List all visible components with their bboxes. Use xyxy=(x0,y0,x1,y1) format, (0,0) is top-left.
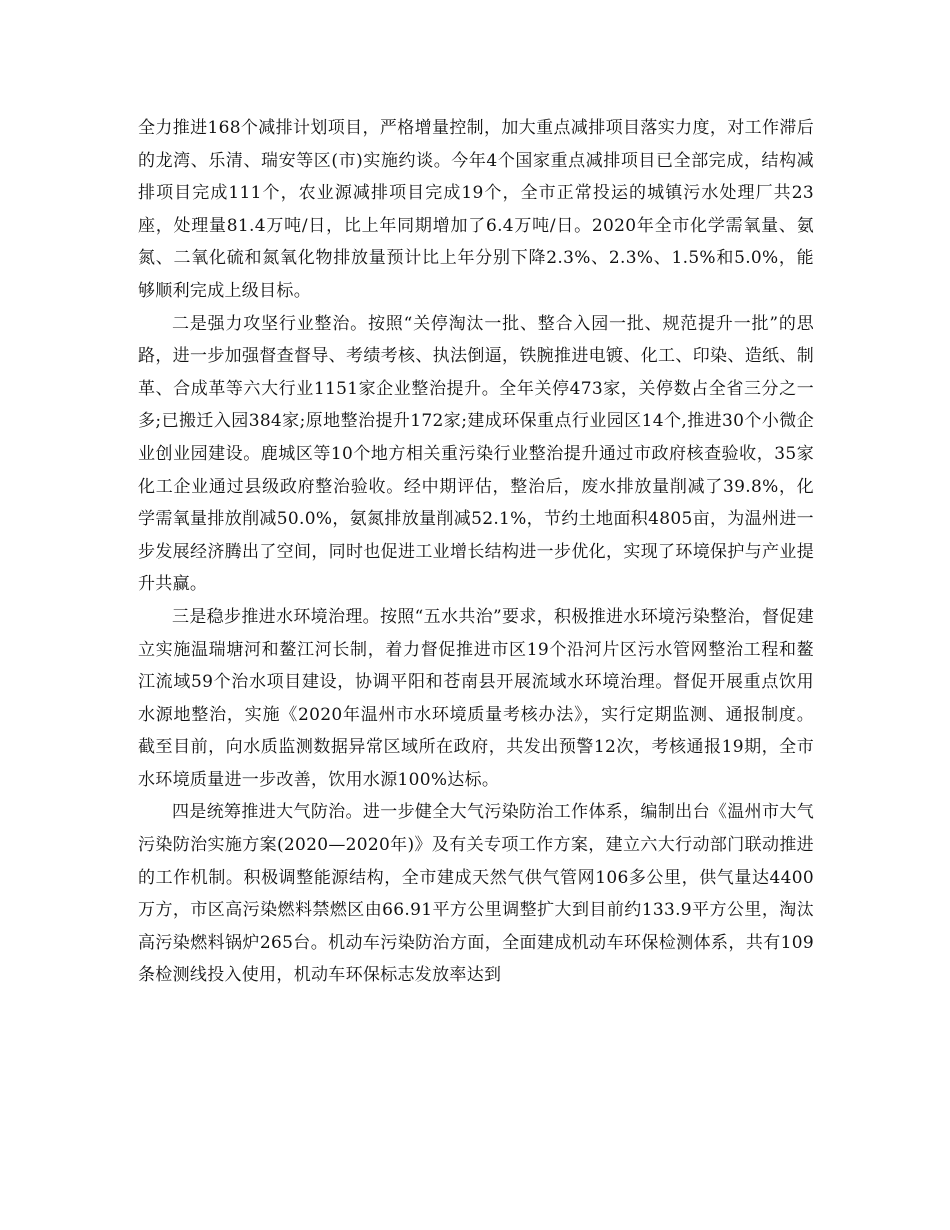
paragraph-3: 三是稳步推进水环境治理。按照“五水共治”要求，积极推进水环境污染整治，督促建立实施温瑞塘河和鳌江河长制，着力督促推进市区19个沿河片区污水管网整治工程和鳌江流域59个治水项目建设，协调平阳和苍南县开展流域水环境治理。督促开展重点饮用水源地整治，实施《2020年温州市水环境质量考核办法》，实行定期监测、通报制度。截至目前，向水质监测数据异常区域所在政府，共发出预警12次，考核通报19期，全市水环境质量进一步改善，饮用水源100%达标。 xyxy=(138,606,814,790)
document-body xyxy=(138,112,814,992)
paragraph-1: 全力推进168个减排计划项目，严格增量控制，加大重点减排项目落实力度，对工作滞后的龙湾、乐清、瑞安等区(市)实施约谈。今年4个国家重点减排项目已全部完成，结构减排项目完成111个，农业源减排项目完成19个，全市正常投运的城镇污水处理厂共23座，处理量81.4万吨/日，比上年同期增加了6.4万吨/日。2020年全市化学需氧量、氨氮、二氧化硫和氮氧化物排放量预计比上年分别下降2.3%、2.3%、1.5%和5.0%，能够顺利完成上级目标。 xyxy=(138,118,814,301)
paragraph-2: 二是强力攻坚行业整治。按照“关停淘汰一批、整合入园一批、规范提升一批”的思路，进一步加强督查督导、考绩考核、执法倒逼，铁腕推进电镀、化工、印染、造纸、制革、合成革等六大行业1151家企业整治提升。全年关停473家，关停数占全省三分之一多;已搬迁入园384家;原地整治提升172家;建成环保重点行业园区14个,推进30个小微企业创业园建设。鹿城区等10个地方相关重污染行业整治提升通过市政府核查验收，35家化工企业通过县级政府整治验收。经中期评估，整治后，废水排放量削减了39.8%，化学需氧量排放削减50.0%，氨氮排放量削减52.1%，节约土地面积4805亩，为温州进一步发展经济腾出了空间，同时也促进工业增长结构进一步优化，实现了环境保护与产业提升共赢。 xyxy=(138,313,814,595)
paragraph-4: 四是统筹推进大气防治。进一步健全大气污染防治工作体系，编制出台《温州市大气污染防治实施方案(2020—2020年)》及有关专项工作方案，建立六大行动部门联动推进的工作机制。积极调整能源结构，全市建成天然气供气管网106多公里，供气量达4400万方，市区高污染燃料禁燃区由66.91平方公里调整扩大到目前约133.9平方公里，淘汰高污染燃料锅炉265台。机动车污染防治方面，全面建成机动车环保检测体系，共有109条检测线投入使用，机动车环保标志发放率达到 xyxy=(138,802,814,986)
